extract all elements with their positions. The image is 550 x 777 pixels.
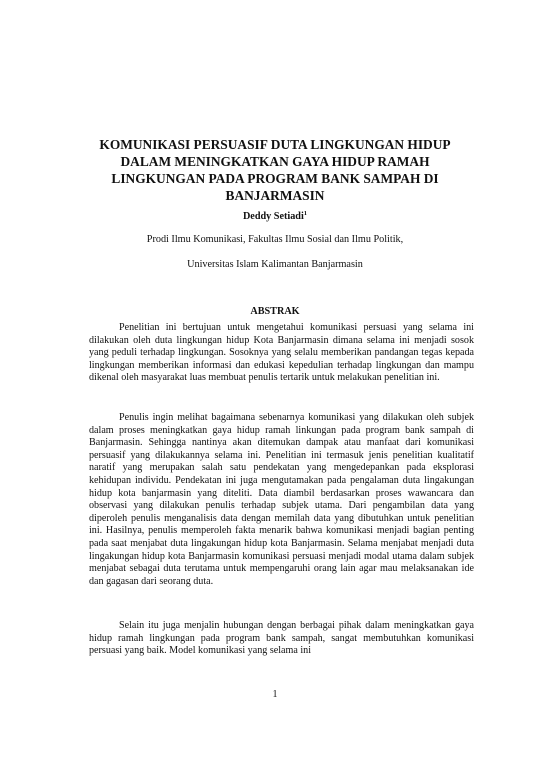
abstract-paragraph-3: Selain itu juga menjalin hubungan dengan berbagai pihak dalam meningkatkan gaya hidup ramah lingkungan pada program bank sampah, sangat membutuhkan komunikasi persuasi yang baik. Model komunikasi yang selama ini [89, 620, 474, 657]
affiliation-university: Universitas Islam Kalimantan Banjarmasin [187, 259, 363, 270]
page-number: 1 [272, 689, 278, 700]
author-name: Deddy Setiadi [242, 211, 304, 222]
author-line [0, 207, 550, 223]
abstract-heading: ABSTRAK [250, 306, 300, 317]
abstract-paragraph-2: Penulis ingin melihat bagaimana sebenarnya komunikasi yang dilakukan oleh subjek dalam proses meningkatkan gaya hidup ramah linkungan pada program bank sampah di Banjarmasin. Sehingga nantinya akan ditemukan dampak atau manfaat dari komunikasi persuasif yang dilakukannya selama ini. Penelitian ini termasuk jenis penelitian kualitatif naratif yang merupakan salah satu pendekatan yang mengedepankan pada eksplorasi kehidupan individu. Pendekatan ini juga mengutamakan pada pengalaman duta lingakungan hidup kota banjarmasin yang diteliti. Data diambil berdasarkan proses wawancara dan observasi yang dilakukan penulis terhadap subjek utama. Dari pengambilan data yang diperoleh penulis menganalisis data dengan memilah data yang dibutuhkan untuk penelitian ini. Hasilnya, penulis memperoleh fakta menarik bahwa komunikasi menjadi bagian penting pada saat menjabat duta lingakungan hidup kota Banjarmasin. Selama menjabat menjadi duta lingakungan hidup kota Banjarmasin komunikasi persuasi menjadi modal utama dalam subjek menjabat sebagai duta terutama untuk mempengaruhi orang lain agar mau melaksanakan ide dan gagasan dari seorang duta. [89, 412, 474, 587]
abstract-paragraph-1: Penelitian ini bertujuan untuk mengetahui komunikasi persuasi yang selama ini dilakukan oleh duta lingkungan hidup Kota Banjarmasin dimana selama ini menjadi sosok yang peduli terhadap lingkungan. Sosoknya yang selalu memberikan pandangan tegas kepada lingkungan memberikan informasi dan edukasi kepedulian terhadap lingkungan dan mampu dikenal oleh masyarakat luas membuat penulis tertarik untuk melakukan penelitian ini. [89, 322, 474, 384]
affiliation-department: Prodi Ilmu Komunikasi, Fakultas Ilmu Sosial dan Ilmu Politik, [146, 234, 404, 245]
author-footnote-mark: 1 [303, 210, 308, 217]
paper-title: KOMUNIKASI PERSUASIF DUTA LINGKUNGAN HIDUP DALAM MENINGKATKAN GAYA HIDUP RAMAH LINGKUNGAN PADA PROGRAM BANK SAMPAH DI BANJARMASIN [99, 137, 451, 203]
